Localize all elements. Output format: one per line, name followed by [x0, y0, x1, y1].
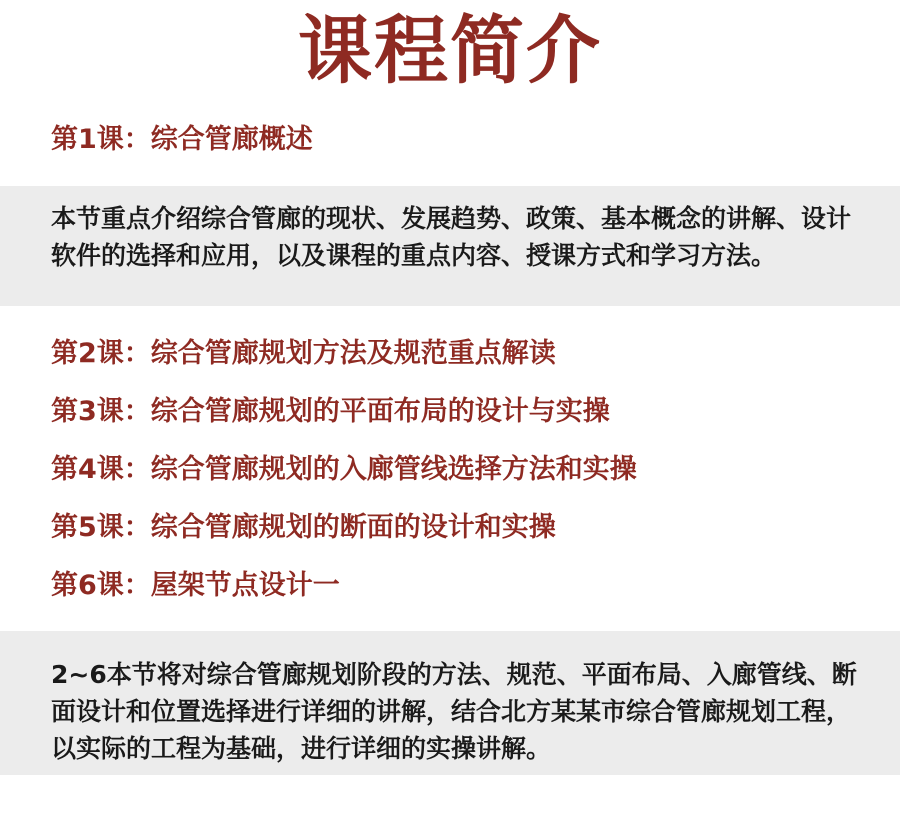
lessons-2-6-description [0, 631, 900, 775]
lesson-1-description [0, 186, 900, 306]
lessons-2-6-description-text: 2~6本节将对综合管廊规划阶段的方法、规范、平面布局、入廊管线、断面设计和位置选择进行详细的讲解，结合北方某某市综合管廊规划工程，以实际的工程为基础，进行详细的实操讲解。 [51, 660, 857, 763]
page-title: 课程简介 [298, 8, 602, 94]
lesson-3-title: 第3课：综合管廊规划的平面布局的设计与实操 [51, 396, 610, 427]
lesson-4-title: 第4课：综合管廊规划的入廊管线选择方法和实操 [51, 454, 637, 485]
lesson-1-title: 第1课：综合管廊概述 [51, 124, 313, 155]
lesson-1-description-text: 本节重点介绍综合管廊的现状、发展趋势、政策、基本概念的讲解、设计软件的选择和应用，以及课程的重点内容、授课方式和学习方法。 [51, 204, 852, 270]
lesson-6-title: 第6课：屋架节点设计一 [51, 570, 340, 601]
lesson-5-title: 第5课：综合管廊规划的断面的设计和实操 [51, 512, 556, 543]
lesson-2-title: 第2课：综合管廊规划方法及规范重点解读 [51, 338, 556, 369]
